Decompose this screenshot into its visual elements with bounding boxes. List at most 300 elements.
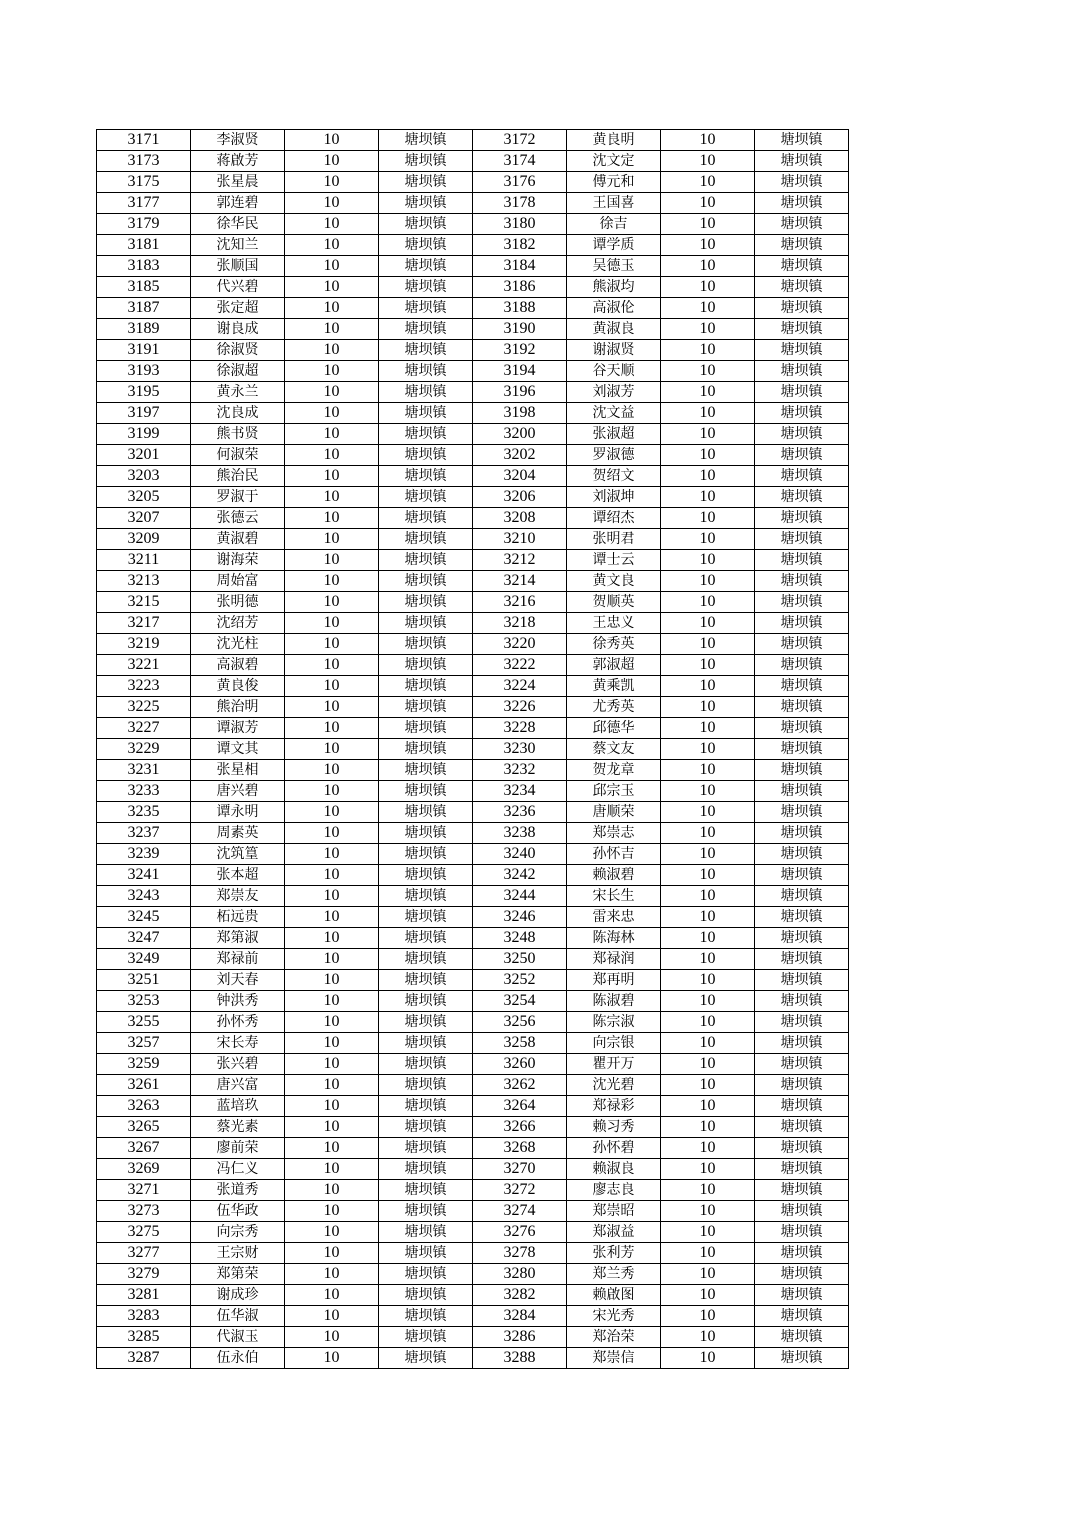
table-row (97, 130, 849, 151)
id-cell: 3219 (97, 634, 191, 655)
id-cell: 3204 (473, 466, 567, 487)
name-cell: 孙怀吉 (567, 844, 661, 865)
town-cell: 塘坝镇 (379, 424, 473, 445)
name-cell: 何淑荣 (191, 445, 285, 466)
id-cell: 3187 (97, 298, 191, 319)
amount-cell: 10 (661, 1159, 755, 1180)
name-cell: 蔡文友 (567, 739, 661, 760)
id-cell: 3176 (473, 172, 567, 193)
name-cell: 蒋啟芳 (191, 151, 285, 172)
town-cell: 塘坝镇 (379, 1054, 473, 1075)
id-cell: 3269 (97, 1159, 191, 1180)
name-cell: 熊治明 (191, 697, 285, 718)
name-cell: 赖淑良 (567, 1159, 661, 1180)
name-cell: 黄淑碧 (191, 529, 285, 550)
id-cell: 3276 (473, 1222, 567, 1243)
table-row (97, 886, 849, 907)
amount-cell: 10 (285, 865, 379, 886)
table-row (97, 193, 849, 214)
amount-cell: 10 (285, 760, 379, 781)
name-cell: 赖习秀 (567, 1117, 661, 1138)
name-cell: 黄淑良 (567, 319, 661, 340)
name-cell: 瞿开万 (567, 1054, 661, 1075)
id-cell: 3264 (473, 1096, 567, 1117)
name-cell: 沈文益 (567, 403, 661, 424)
town-cell: 塘坝镇 (379, 151, 473, 172)
amount-cell: 10 (661, 1096, 755, 1117)
table-row (97, 1201, 849, 1222)
town-cell: 塘坝镇 (755, 781, 849, 802)
table-body (97, 130, 849, 1369)
town-cell: 塘坝镇 (379, 1243, 473, 1264)
table-row (97, 340, 849, 361)
name-cell: 邱宗玉 (567, 781, 661, 802)
name-cell: 张顺国 (191, 256, 285, 277)
amount-cell: 10 (661, 550, 755, 571)
amount-cell: 10 (661, 508, 755, 529)
id-cell: 3213 (97, 571, 191, 592)
name-cell: 孙怀碧 (567, 1138, 661, 1159)
id-cell: 3266 (473, 1117, 567, 1138)
town-cell: 塘坝镇 (379, 697, 473, 718)
id-cell: 3229 (97, 739, 191, 760)
id-cell: 3277 (97, 1243, 191, 1264)
name-cell: 郭淑超 (567, 655, 661, 676)
table-row (97, 256, 849, 277)
id-cell: 3243 (97, 886, 191, 907)
name-cell: 张德云 (191, 508, 285, 529)
town-cell: 塘坝镇 (379, 907, 473, 928)
name-cell: 罗淑于 (191, 487, 285, 508)
amount-cell: 10 (661, 1348, 755, 1369)
name-cell: 唐兴碧 (191, 781, 285, 802)
amount-cell: 10 (661, 718, 755, 739)
town-cell: 塘坝镇 (379, 361, 473, 382)
amount-cell: 10 (661, 865, 755, 886)
town-cell: 塘坝镇 (755, 529, 849, 550)
town-cell: 塘坝镇 (755, 1180, 849, 1201)
table-row (97, 634, 849, 655)
town-cell: 塘坝镇 (379, 466, 473, 487)
name-cell: 蓝培玖 (191, 1096, 285, 1117)
town-cell: 塘坝镇 (755, 571, 849, 592)
town-cell: 塘坝镇 (379, 172, 473, 193)
amount-cell: 10 (661, 802, 755, 823)
amount-cell: 10 (661, 823, 755, 844)
id-cell: 3281 (97, 1285, 191, 1306)
town-cell: 塘坝镇 (379, 739, 473, 760)
id-cell: 3180 (473, 214, 567, 235)
id-cell: 3210 (473, 529, 567, 550)
amount-cell: 10 (661, 1222, 755, 1243)
name-cell: 王忠义 (567, 613, 661, 634)
table-row (97, 571, 849, 592)
name-cell: 郑崇昭 (567, 1201, 661, 1222)
name-cell: 张星晨 (191, 172, 285, 193)
town-cell: 塘坝镇 (755, 844, 849, 865)
id-cell: 3244 (473, 886, 567, 907)
table-row (97, 1243, 849, 1264)
id-cell: 3203 (97, 466, 191, 487)
table-row (97, 949, 849, 970)
table-row (97, 235, 849, 256)
table-row (97, 1285, 849, 1306)
amount-cell: 10 (661, 760, 755, 781)
id-cell: 3194 (473, 361, 567, 382)
name-cell: 谢良成 (191, 319, 285, 340)
town-cell: 塘坝镇 (755, 1096, 849, 1117)
name-cell: 谢海荣 (191, 550, 285, 571)
town-cell: 塘坝镇 (755, 319, 849, 340)
table-row (97, 1117, 849, 1138)
amount-cell: 10 (661, 634, 755, 655)
id-cell: 3240 (473, 844, 567, 865)
amount-cell: 10 (661, 1075, 755, 1096)
amount-cell: 10 (285, 235, 379, 256)
name-cell: 宋光秀 (567, 1306, 661, 1327)
town-cell: 塘坝镇 (379, 928, 473, 949)
name-cell: 向宗秀 (191, 1222, 285, 1243)
name-cell: 代兴碧 (191, 277, 285, 298)
town-cell: 塘坝镇 (755, 214, 849, 235)
amount-cell: 10 (285, 781, 379, 802)
table-row (97, 1054, 849, 1075)
amount-cell: 10 (285, 1306, 379, 1327)
table-row (97, 403, 849, 424)
id-cell: 3181 (97, 235, 191, 256)
name-cell: 黄文良 (567, 571, 661, 592)
town-cell: 塘坝镇 (379, 298, 473, 319)
amount-cell: 10 (285, 466, 379, 487)
amount-cell: 10 (285, 613, 379, 634)
town-cell: 塘坝镇 (755, 193, 849, 214)
town-cell: 塘坝镇 (379, 655, 473, 676)
name-cell: 王国喜 (567, 193, 661, 214)
town-cell: 塘坝镇 (379, 592, 473, 613)
name-cell: 伍华政 (191, 1201, 285, 1222)
town-cell: 塘坝镇 (379, 634, 473, 655)
name-cell: 沈筑篁 (191, 844, 285, 865)
amount-cell: 10 (285, 844, 379, 865)
town-cell: 塘坝镇 (379, 823, 473, 844)
id-cell: 3249 (97, 949, 191, 970)
amount-cell: 10 (661, 340, 755, 361)
town-cell: 塘坝镇 (755, 424, 849, 445)
amount-cell: 10 (661, 991, 755, 1012)
town-cell: 塘坝镇 (755, 655, 849, 676)
name-cell: 李淑贤 (191, 130, 285, 151)
table-row (97, 1138, 849, 1159)
table-row (97, 781, 849, 802)
name-cell: 高淑伦 (567, 298, 661, 319)
id-cell: 3230 (473, 739, 567, 760)
town-cell: 塘坝镇 (379, 718, 473, 739)
town-cell: 塘坝镇 (379, 193, 473, 214)
amount-cell: 10 (285, 991, 379, 1012)
id-cell: 3238 (473, 823, 567, 844)
table-row (97, 1075, 849, 1096)
town-cell: 塘坝镇 (755, 1117, 849, 1138)
name-cell: 谭文其 (191, 739, 285, 760)
town-cell: 塘坝镇 (379, 1285, 473, 1306)
amount-cell: 10 (285, 739, 379, 760)
amount-cell: 10 (661, 1138, 755, 1159)
amount-cell: 10 (661, 361, 755, 382)
amount-cell: 10 (661, 214, 755, 235)
town-cell: 塘坝镇 (379, 382, 473, 403)
table-row (97, 214, 849, 235)
town-cell: 塘坝镇 (755, 487, 849, 508)
amount-cell: 10 (285, 970, 379, 991)
id-cell: 3209 (97, 529, 191, 550)
table-row (97, 928, 849, 949)
id-cell: 3179 (97, 214, 191, 235)
name-cell: 宋长寿 (191, 1033, 285, 1054)
town-cell: 塘坝镇 (379, 1012, 473, 1033)
amount-cell: 10 (285, 907, 379, 928)
id-cell: 3272 (473, 1180, 567, 1201)
town-cell: 塘坝镇 (755, 1033, 849, 1054)
name-cell: 郑再明 (567, 970, 661, 991)
table-row (97, 445, 849, 466)
id-cell: 3253 (97, 991, 191, 1012)
name-cell: 张星相 (191, 760, 285, 781)
town-cell: 塘坝镇 (755, 886, 849, 907)
amount-cell: 10 (285, 823, 379, 844)
name-cell: 邱德华 (567, 718, 661, 739)
name-cell: 谭学质 (567, 235, 661, 256)
town-cell: 塘坝镇 (755, 361, 849, 382)
id-cell: 3282 (473, 1285, 567, 1306)
name-cell: 郑第荣 (191, 1264, 285, 1285)
id-cell: 3246 (473, 907, 567, 928)
town-cell: 塘坝镇 (755, 277, 849, 298)
id-cell: 3188 (473, 298, 567, 319)
amount-cell: 10 (661, 1285, 755, 1306)
amount-cell: 10 (285, 886, 379, 907)
table-row (97, 1327, 849, 1348)
table-row (97, 970, 849, 991)
name-cell: 张本超 (191, 865, 285, 886)
name-cell: 徐淑贤 (191, 340, 285, 361)
amount-cell: 10 (661, 1327, 755, 1348)
town-cell: 塘坝镇 (755, 907, 849, 928)
table-row (97, 907, 849, 928)
id-cell: 3259 (97, 1054, 191, 1075)
town-cell: 塘坝镇 (379, 1033, 473, 1054)
amount-cell: 10 (285, 802, 379, 823)
town-cell: 塘坝镇 (755, 718, 849, 739)
id-cell: 3193 (97, 361, 191, 382)
name-cell: 陈宗淑 (567, 1012, 661, 1033)
table-row (97, 172, 849, 193)
town-cell: 塘坝镇 (379, 1201, 473, 1222)
id-cell: 3271 (97, 1180, 191, 1201)
id-cell: 3275 (97, 1222, 191, 1243)
amount-cell: 10 (285, 676, 379, 697)
amount-cell: 10 (661, 151, 755, 172)
id-cell: 3250 (473, 949, 567, 970)
id-cell: 3177 (97, 193, 191, 214)
amount-cell: 10 (285, 1159, 379, 1180)
town-cell: 塘坝镇 (755, 1159, 849, 1180)
amount-cell: 10 (661, 445, 755, 466)
amount-cell: 10 (285, 571, 379, 592)
town-cell: 塘坝镇 (379, 1348, 473, 1369)
town-cell: 塘坝镇 (755, 1327, 849, 1348)
amount-cell: 10 (285, 130, 379, 151)
town-cell: 塘坝镇 (379, 256, 473, 277)
town-cell: 塘坝镇 (755, 676, 849, 697)
amount-cell: 10 (285, 277, 379, 298)
table-row (97, 991, 849, 1012)
id-cell: 3288 (473, 1348, 567, 1369)
town-cell: 塘坝镇 (755, 340, 849, 361)
name-cell: 陈海林 (567, 928, 661, 949)
name-cell: 沈知兰 (191, 235, 285, 256)
town-cell: 塘坝镇 (379, 1159, 473, 1180)
town-cell: 塘坝镇 (379, 277, 473, 298)
town-cell: 塘坝镇 (379, 1117, 473, 1138)
id-cell: 3195 (97, 382, 191, 403)
table-row (97, 655, 849, 676)
id-cell: 3208 (473, 508, 567, 529)
name-cell: 沈光柱 (191, 634, 285, 655)
id-cell: 3241 (97, 865, 191, 886)
id-cell: 3207 (97, 508, 191, 529)
table-row (97, 361, 849, 382)
id-cell: 3183 (97, 256, 191, 277)
id-cell: 3206 (473, 487, 567, 508)
id-cell: 3198 (473, 403, 567, 424)
table-row (97, 760, 849, 781)
town-cell: 塘坝镇 (755, 235, 849, 256)
town-cell: 塘坝镇 (755, 445, 849, 466)
town-cell: 塘坝镇 (379, 844, 473, 865)
name-cell: 熊治民 (191, 466, 285, 487)
id-cell: 3263 (97, 1096, 191, 1117)
amount-cell: 10 (285, 1264, 379, 1285)
town-cell: 塘坝镇 (379, 970, 473, 991)
name-cell: 伍永伯 (191, 1348, 285, 1369)
amount-cell: 10 (661, 613, 755, 634)
town-cell: 塘坝镇 (755, 613, 849, 634)
name-cell: 雷来忠 (567, 907, 661, 928)
table-row (97, 424, 849, 445)
id-cell: 3242 (473, 865, 567, 886)
town-cell: 塘坝镇 (755, 697, 849, 718)
amount-cell: 10 (661, 592, 755, 613)
name-cell: 刘淑芳 (567, 382, 661, 403)
town-cell: 塘坝镇 (755, 991, 849, 1012)
id-cell: 3182 (473, 235, 567, 256)
table-row (97, 613, 849, 634)
town-cell: 塘坝镇 (755, 1348, 849, 1369)
town-cell: 塘坝镇 (379, 130, 473, 151)
name-cell: 刘淑坤 (567, 487, 661, 508)
id-cell: 3197 (97, 403, 191, 424)
town-cell: 塘坝镇 (379, 235, 473, 256)
name-cell: 郭连碧 (191, 193, 285, 214)
amount-cell: 10 (285, 340, 379, 361)
name-cell: 宋长生 (567, 886, 661, 907)
amount-cell: 10 (285, 592, 379, 613)
name-cell: 郑禄润 (567, 949, 661, 970)
name-cell: 谭永明 (191, 802, 285, 823)
id-cell: 3285 (97, 1327, 191, 1348)
name-cell: 谢淑贤 (567, 340, 661, 361)
amount-cell: 10 (285, 1222, 379, 1243)
amount-cell: 10 (285, 214, 379, 235)
name-cell: 徐秀英 (567, 634, 661, 655)
id-cell: 3220 (473, 634, 567, 655)
town-cell: 塘坝镇 (755, 949, 849, 970)
town-cell: 塘坝镇 (755, 403, 849, 424)
name-cell: 郑崇友 (191, 886, 285, 907)
table-row (97, 487, 849, 508)
id-cell: 3189 (97, 319, 191, 340)
town-cell: 塘坝镇 (379, 1096, 473, 1117)
town-cell: 塘坝镇 (755, 1012, 849, 1033)
name-cell: 张兴碧 (191, 1054, 285, 1075)
town-cell: 塘坝镇 (755, 760, 849, 781)
name-cell: 郑崇志 (567, 823, 661, 844)
id-cell: 3226 (473, 697, 567, 718)
name-cell: 张定超 (191, 298, 285, 319)
name-cell: 黄永兰 (191, 382, 285, 403)
amount-cell: 10 (285, 1243, 379, 1264)
table-row (97, 1306, 849, 1327)
id-cell: 3173 (97, 151, 191, 172)
id-cell: 3237 (97, 823, 191, 844)
name-cell: 沈文定 (567, 151, 661, 172)
amount-cell: 10 (661, 235, 755, 256)
id-cell: 3196 (473, 382, 567, 403)
town-cell: 塘坝镇 (755, 802, 849, 823)
town-cell: 塘坝镇 (755, 550, 849, 571)
name-cell: 贺龙章 (567, 760, 661, 781)
amount-cell: 10 (285, 319, 379, 340)
amount-cell: 10 (661, 1306, 755, 1327)
amount-cell: 10 (285, 361, 379, 382)
name-cell: 熊淑均 (567, 277, 661, 298)
name-cell: 沈良成 (191, 403, 285, 424)
id-cell: 3174 (473, 151, 567, 172)
table-row (97, 1222, 849, 1243)
id-cell: 3286 (473, 1327, 567, 1348)
town-cell: 塘坝镇 (755, 739, 849, 760)
town-cell: 塘坝镇 (379, 1222, 473, 1243)
table-row (97, 844, 849, 865)
name-cell: 贺绍文 (567, 466, 661, 487)
name-cell: 黄乘凯 (567, 676, 661, 697)
amount-cell: 10 (285, 1033, 379, 1054)
name-cell: 徐华民 (191, 214, 285, 235)
town-cell: 塘坝镇 (755, 1201, 849, 1222)
town-cell: 塘坝镇 (379, 550, 473, 571)
amount-cell: 10 (285, 1180, 379, 1201)
id-cell: 3184 (473, 256, 567, 277)
id-cell: 3270 (473, 1159, 567, 1180)
name-cell: 郑第淑 (191, 928, 285, 949)
amount-cell: 10 (661, 1264, 755, 1285)
id-cell: 3257 (97, 1033, 191, 1054)
id-cell: 3278 (473, 1243, 567, 1264)
id-cell: 3190 (473, 319, 567, 340)
id-cell: 3211 (97, 550, 191, 571)
name-cell: 张淑超 (567, 424, 661, 445)
id-cell: 3221 (97, 655, 191, 676)
